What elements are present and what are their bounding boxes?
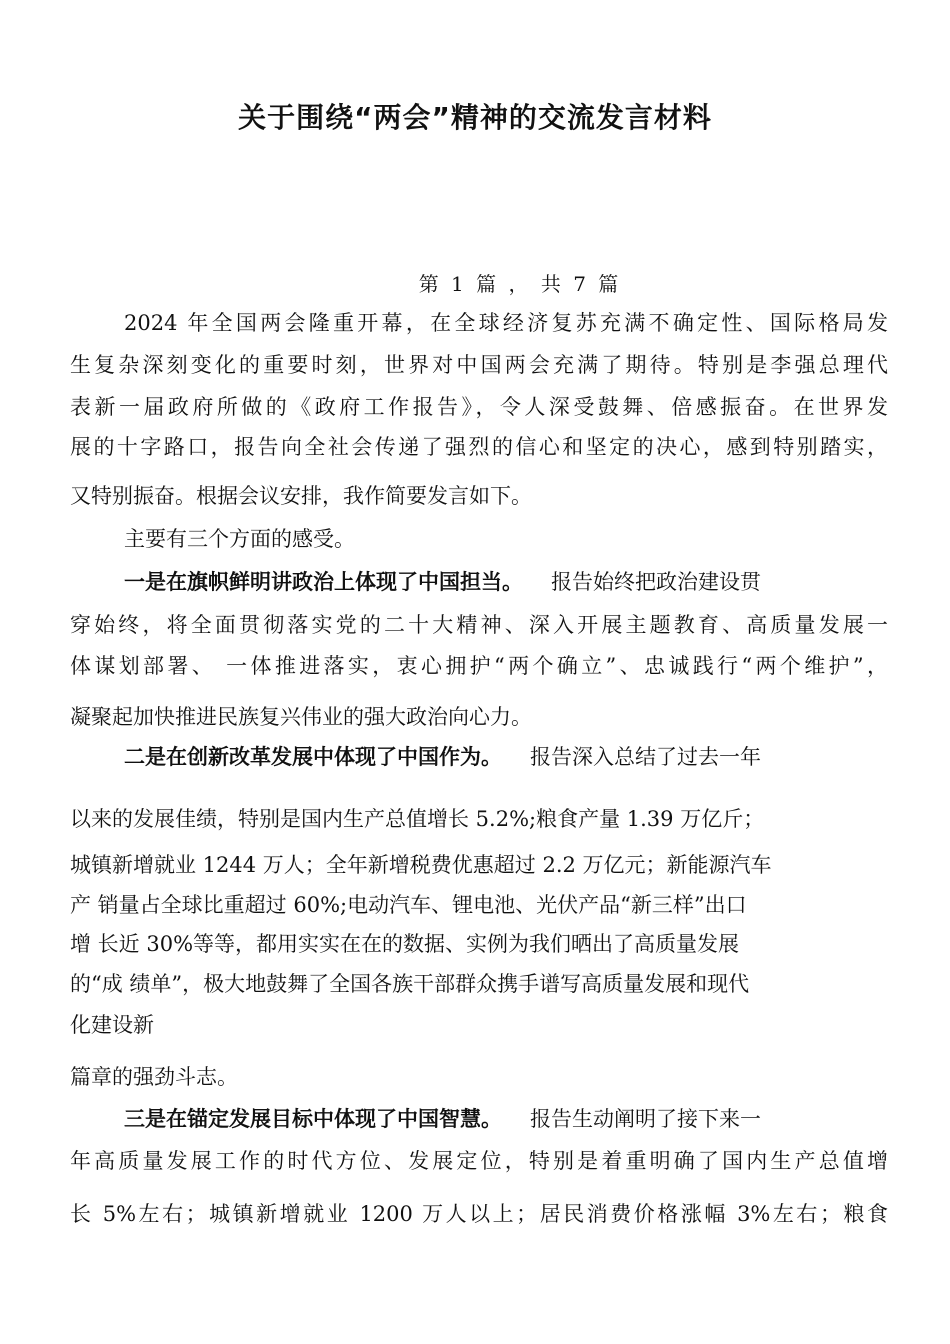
paragraph-line: 展的十字路口，报告向全社会传递了强烈的信心和坚定的决心，感到特别踏实， [70,435,888,459]
section-heading: 一是在旗帜鲜明讲政治上体现了中国担当。 [124,569,523,594]
paragraph-line: 体谋划部署、 一体推进落实，衷心拥护“两个确立”、忠诚践行“两个维护”， [70,654,888,678]
paragraph-line: 凝聚起加快推进民族复兴伟业的强大政治向心力。 [70,705,532,729]
paragraph-line: 城镇新增就业 1244 万人；全年新增税费优惠超过 2.2 万亿元；新能源汽车 [70,853,772,877]
section-line [124,743,761,771]
paragraph-line: 长 5%左右；城镇新增就业 1200 万人以上；居民消费价格涨幅 3%左右；粮食 [70,1202,888,1226]
paragraph-line: 篇章的强劲斗志。 [70,1065,238,1089]
section-heading: 三是在锚定发展目标中体现了中国智慧。 [124,1106,502,1131]
paragraph-line: 2024 年全国两会隆重开幕，在全球经济复苏充满不确定性、国际格局发 [124,311,888,335]
paragraph-line: 生复杂深刻变化的重要时刻，世界对中国两会充满了期待。特别是李强总理代 [70,353,888,377]
paragraph-line: 又特别振奋。根据会议安排，我作简要发言如下。 [70,484,532,508]
section-text: 报告生动阐明了接下来一 [530,1107,761,1131]
section-heading: 二是在创新改革发展中体现了中国作为。 [124,744,502,769]
paragraph-line: 穿始终，将全面贯彻落实党的二十大精神、深入开展主题教育、高质量发展一 [70,613,888,637]
paragraph-line: 的“成 绩单”，极大地鼓舞了全国各族干部群众携手谱写高质量发展和现代 [70,972,750,996]
section-text: 报告深入总结了过去一年 [530,745,761,769]
page-indicator: 第 1 篇 ， 共 7 篇 [418,272,622,296]
document-title: 关于围绕“两会”精神的交流发言材料 [238,101,712,134]
section-line [124,1105,761,1133]
paragraph-line: 表新一届政府所做的《政府工作报告》，令人深受鼓舞、倍感振奋。在世界发 [70,395,888,419]
section-line [124,568,761,596]
paragraph-line: 化建设新 [70,1013,154,1037]
section-text: 报告始终把政治建设贯 [551,570,761,594]
paragraph-line: 产 销量占全球比重超过 60%;电动汽车、锂电池、光伏产品“新三样”出口 [70,893,747,917]
paragraph-line: 年高质量发展工作的时代方位、发展定位，特别是着重明确了国内生产总值增 [70,1149,888,1173]
paragraph-line: 以来的发展佳绩，特别是国内生产总值增长 5.2%;粮食产量 1.39 万亿斤； [70,807,765,831]
paragraph-line: 主要有三个方面的感受。 [124,527,355,551]
paragraph-line: 增 长近 30%等等，都用实实在在的数据、实例为我们晒出了高质量发展 [70,932,740,956]
